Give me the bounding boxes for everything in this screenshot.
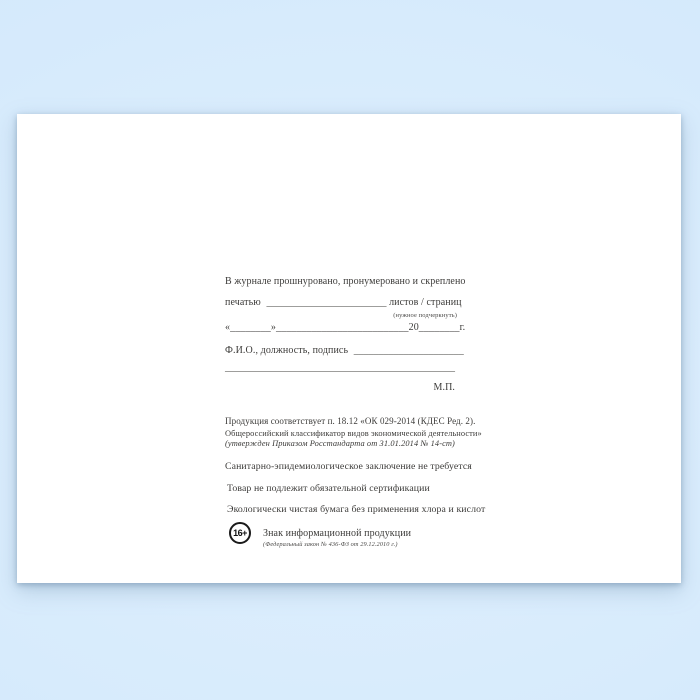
binding-statement: В журнале прошнуровано, пронумеровано и скреплено — [225, 276, 466, 287]
statement-sanitary: Санитарно-эпидемиологическое заключение не требуется — [225, 461, 472, 472]
document-page — [17, 114, 681, 583]
extra-blank-underline: ______________________________________________ — [225, 362, 455, 373]
compliance-line-2: Общероссийский классификатор видов экономической деятельности» — [225, 429, 482, 438]
sheets-pages-label: листов / страниц — [389, 297, 462, 308]
seal-line — [225, 297, 462, 308]
compliance-line-3: (утвержден Приказом Росстандарта от 31.01.2014 № 14-ст) — [225, 439, 455, 448]
signatory-label: Ф.И.О., должность, подпись — [225, 345, 349, 356]
date-line: «________»__________________________20________г. — [225, 322, 466, 333]
age-rating-16plus-icon: 16+ — [229, 522, 251, 544]
signatory-blank-underline: ______________________ — [353, 345, 464, 356]
statement-eco-paper: Экологически чистая бумага без применения хлора и кислот — [227, 504, 486, 515]
compliance-line-1: Продукция соответствует п. 18.12 «ОК 029-2014 (КДЕС Ред. 2). — [225, 416, 476, 426]
statement-certification: Товар не подлежит обязательной сертификации — [227, 483, 430, 494]
stamp-place-label: М.П. — [433, 382, 455, 393]
information-product-mark-label: Знак информационной продукции — [263, 528, 412, 539]
seal-label: печатью — [225, 297, 261, 308]
seal-blank-underline: ________________________ — [266, 297, 387, 308]
law-reference-note: (Федеральный закон № 436-ФЗ от 29.12.2010 г.) — [263, 541, 398, 548]
signatory-line — [225, 345, 464, 356]
underline-instruction-note: (нужное подчеркнуть) — [393, 312, 457, 319]
